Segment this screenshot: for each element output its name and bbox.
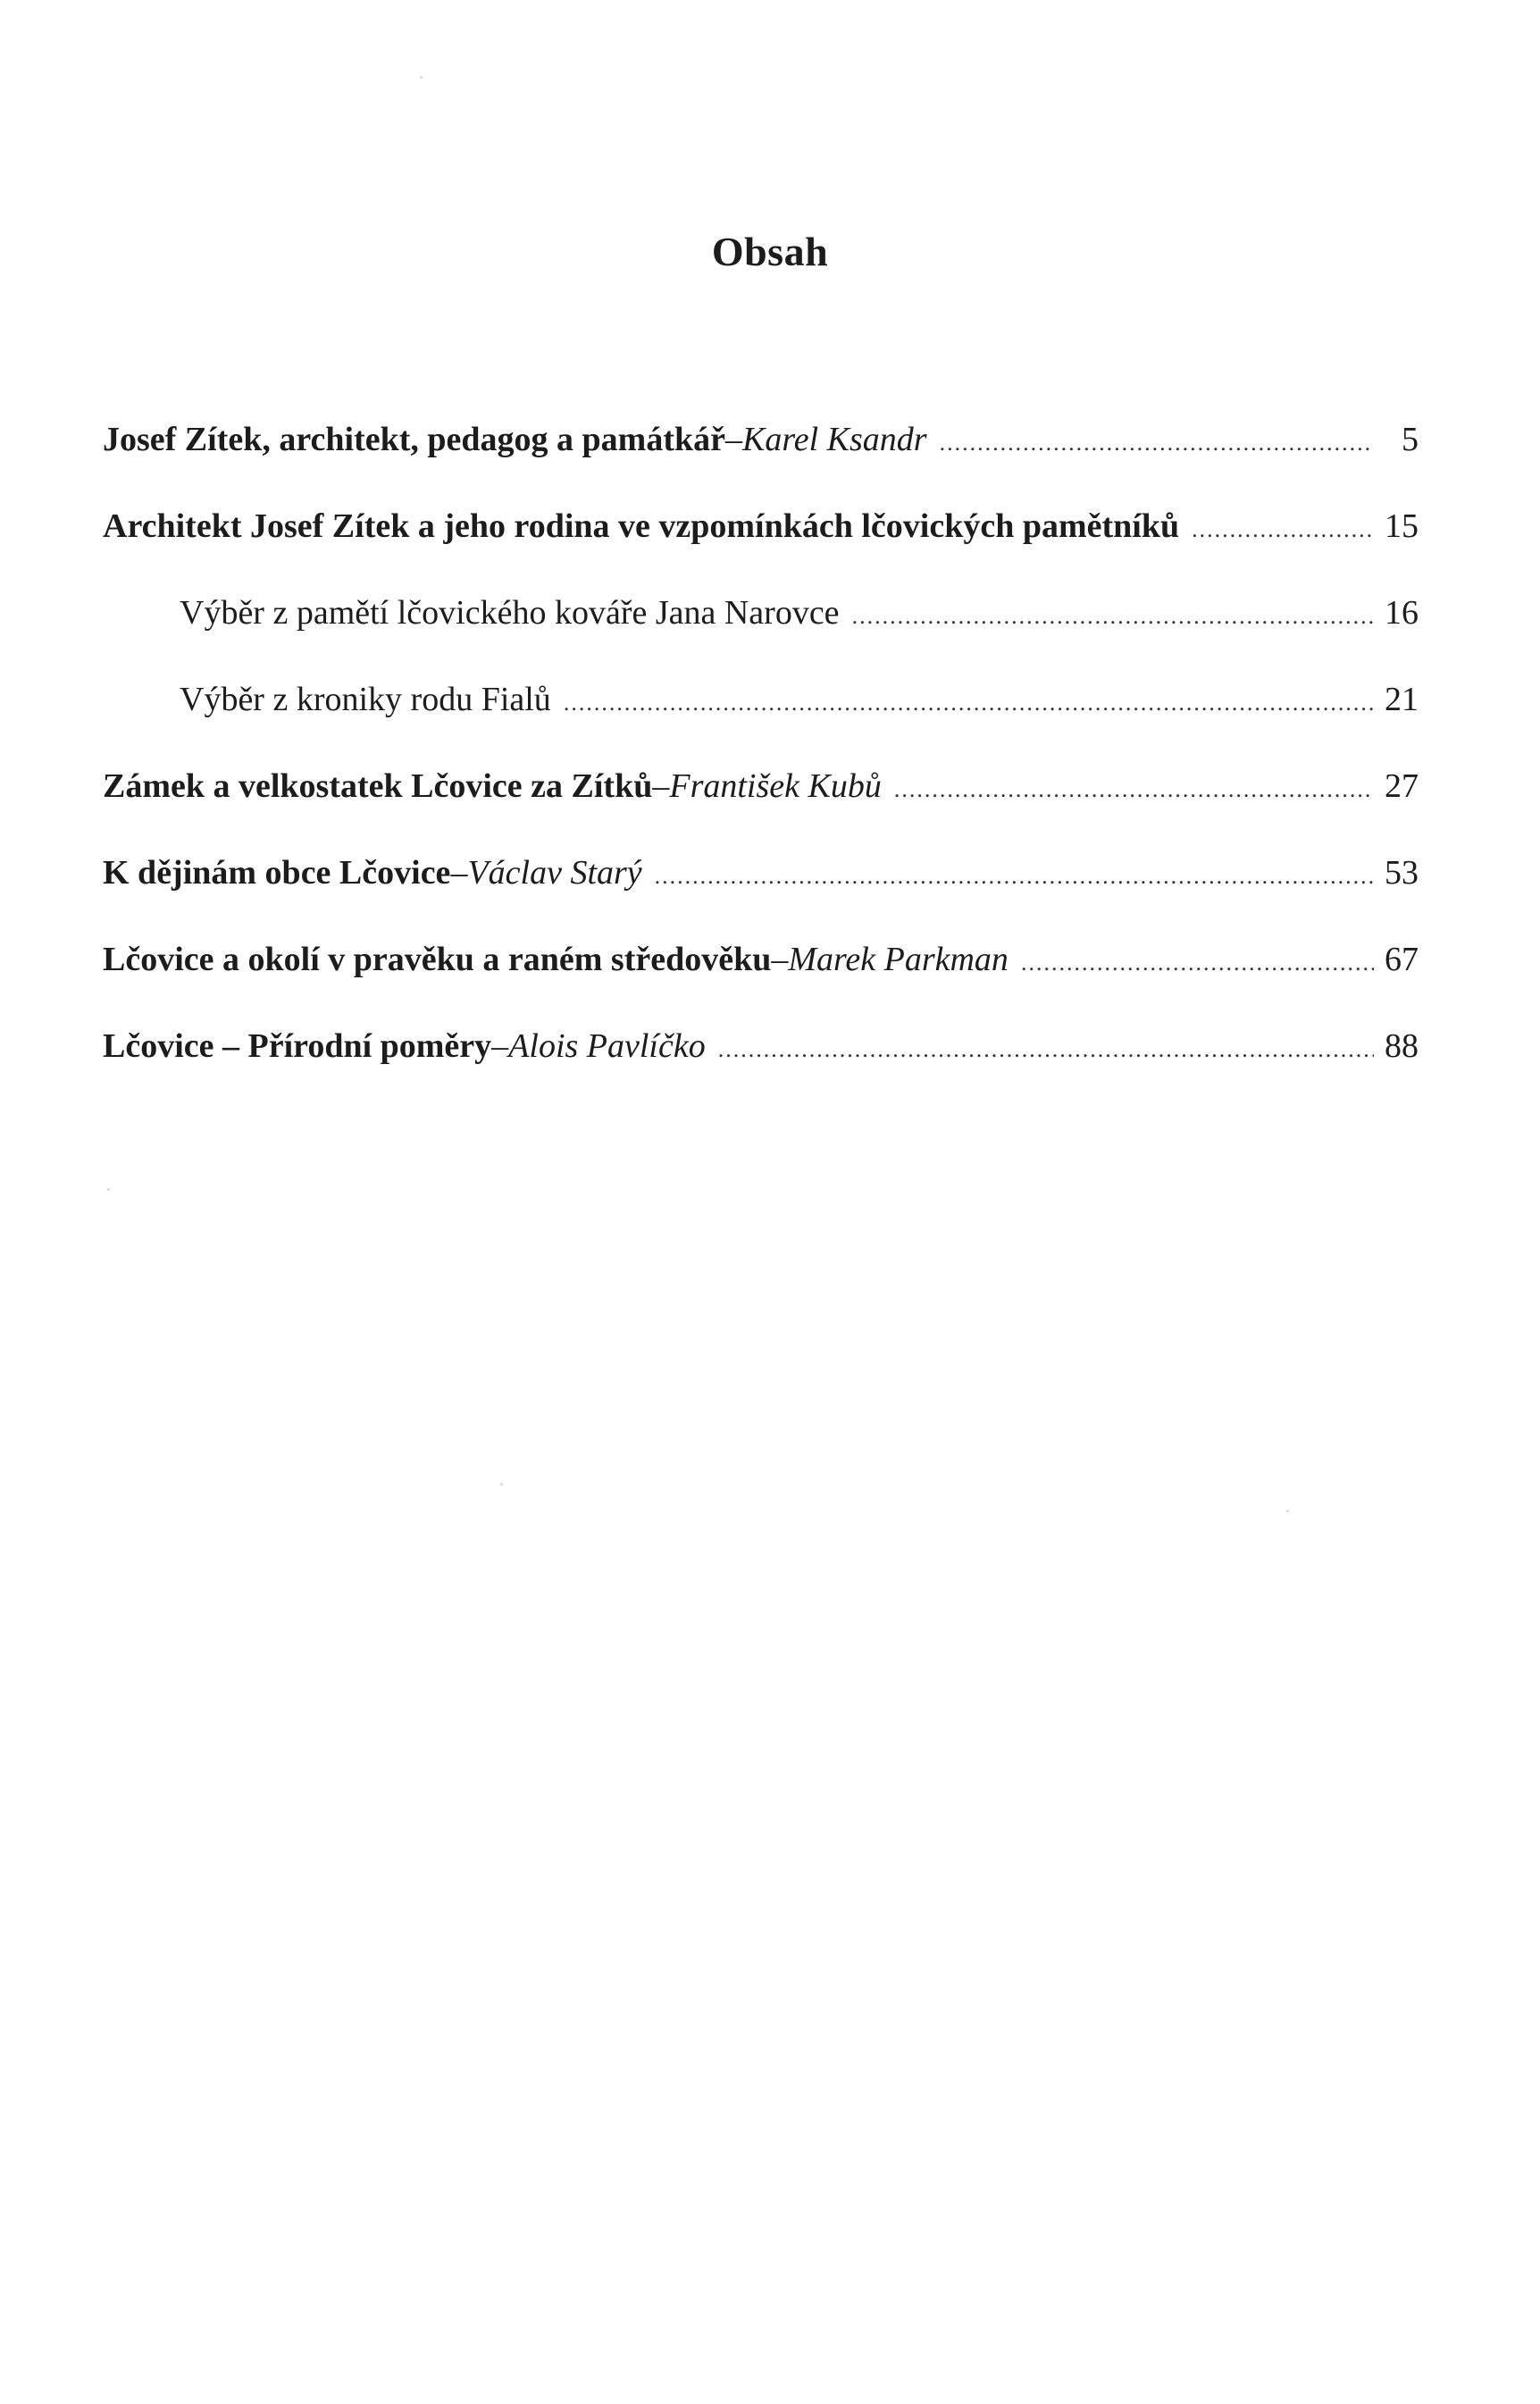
paper-speck bbox=[500, 1483, 503, 1486]
toc-entry-page: 67 bbox=[1385, 941, 1419, 978]
toc-entry-page: 21 bbox=[1385, 681, 1419, 718]
toc-entry-author: František Kubů bbox=[669, 767, 882, 805]
toc-leader-dots bbox=[894, 776, 1374, 803]
toc-leader-dots bbox=[1021, 950, 1374, 976]
toc-entry-separator: – bbox=[652, 767, 670, 805]
toc-entry[interactable] bbox=[103, 420, 1419, 473]
toc-entry[interactable] bbox=[103, 1026, 1419, 1080]
toc-leader-dots bbox=[564, 690, 1374, 716]
toc-entry-separator: – bbox=[725, 421, 742, 458]
paper-speck bbox=[1286, 1510, 1289, 1512]
toc-subentry[interactable] bbox=[180, 593, 1419, 647]
toc-entry-title: Výběr z kroniky rodu Fialů bbox=[180, 681, 551, 718]
paper-speck bbox=[107, 1188, 110, 1191]
toc-entry-author: Marek Parkman bbox=[788, 941, 1009, 978]
toc-entry-page: 16 bbox=[1385, 594, 1419, 632]
toc-entry-title: Lčovice a okolí v pravěku a raném středověku bbox=[103, 941, 772, 978]
toc-leader-dots bbox=[655, 863, 1374, 890]
toc-entry-title: Josef Zítek, architekt, pedagog a památkář bbox=[103, 421, 725, 458]
toc-leader-dots bbox=[940, 430, 1374, 457]
toc-entry-title: Výběr z pamětí lčovického kováře Jana Narovce bbox=[180, 594, 840, 632]
toc-entry-separator: – bbox=[491, 1027, 509, 1065]
toc-entry-title: Lčovice – Přírodní poměry bbox=[103, 1027, 492, 1065]
toc-leader-dots bbox=[1192, 516, 1374, 543]
toc-entry-author: Karel Ksandr bbox=[742, 421, 927, 458]
toc-entry[interactable] bbox=[103, 940, 1419, 993]
toc-entry-title: Zámek a velkostatek Lčovice za Zítků bbox=[103, 767, 653, 805]
toc-entry[interactable] bbox=[103, 507, 1419, 560]
toc-entry-page: 5 bbox=[1402, 421, 1419, 458]
toc-entry-separator: – bbox=[450, 854, 468, 892]
toc-leader-dots bbox=[718, 1036, 1374, 1063]
toc-entry-title: Architekt Josef Zítek a jeho rodina ve vzpomínkách lčovických pamětníků bbox=[103, 507, 1180, 545]
toc-entry-author: Václav Starý bbox=[467, 854, 642, 892]
toc-entry[interactable] bbox=[103, 766, 1419, 820]
toc-leader-dots bbox=[852, 603, 1374, 630]
paper-speck bbox=[420, 76, 423, 79]
toc-entry-page: 27 bbox=[1385, 767, 1419, 805]
toc-subentry[interactable] bbox=[180, 680, 1419, 733]
toc-entry-separator: – bbox=[771, 941, 789, 978]
toc-entry[interactable] bbox=[103, 853, 1419, 907]
toc-entry-page: 88 bbox=[1385, 1027, 1419, 1065]
toc-entry-page: 15 bbox=[1385, 507, 1419, 545]
toc-entry-title: K dějinám obce Lčovice bbox=[103, 854, 451, 892]
toc-entry-author: Alois Pavlíčko bbox=[508, 1027, 706, 1065]
toc-entry-page: 53 bbox=[1385, 854, 1419, 892]
page-title: Obsah bbox=[711, 229, 829, 274]
